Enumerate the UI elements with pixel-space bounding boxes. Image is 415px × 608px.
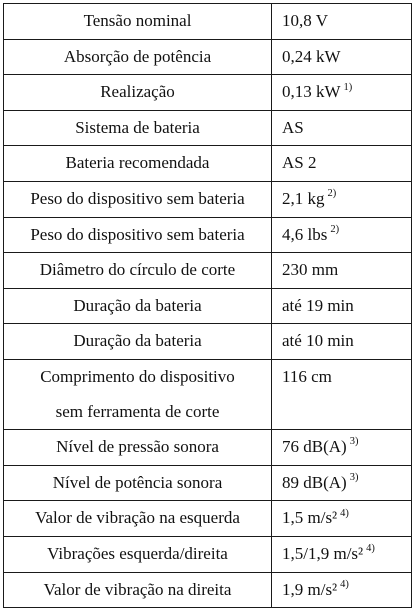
row-label: Nível de potência sonora bbox=[4, 465, 272, 501]
value-text: 0,24 kW bbox=[282, 46, 341, 66]
row-value bbox=[272, 75, 412, 111]
table-row bbox=[4, 146, 412, 182]
table-row bbox=[4, 181, 412, 217]
row-value bbox=[272, 430, 412, 466]
value-text: 2,1 kg bbox=[282, 188, 325, 208]
table-row bbox=[4, 572, 412, 608]
table-row bbox=[4, 501, 412, 537]
table-row bbox=[4, 4, 412, 40]
row-label: Diâmetro do círculo de corte bbox=[4, 253, 272, 289]
row-label: Bateria recomendada bbox=[4, 146, 272, 182]
value-text: 116 cm bbox=[282, 366, 332, 386]
table-row bbox=[4, 288, 412, 324]
value-text: 76 dB(A) bbox=[282, 437, 347, 457]
row-value bbox=[272, 4, 412, 40]
footnote-marker: 2) bbox=[327, 188, 337, 200]
row-value bbox=[272, 288, 412, 324]
row-label: Valor de vibração na esquerda bbox=[4, 501, 272, 537]
row-label: Duração da bateria bbox=[4, 288, 272, 324]
value-text: 230 mm bbox=[282, 260, 339, 280]
footnote-marker: 4) bbox=[340, 507, 349, 519]
row-label: Nível de pressão sonora bbox=[4, 430, 272, 466]
row-value bbox=[272, 536, 412, 572]
row-value bbox=[272, 253, 412, 289]
footnote-marker: 3) bbox=[349, 472, 359, 484]
value-text: 89 dB(A) bbox=[282, 472, 347, 492]
row-label: Peso do dispositivo sem bateria bbox=[4, 181, 272, 217]
row-label-line-1: Comprimento do dispositivo bbox=[40, 366, 235, 386]
table-row bbox=[4, 217, 412, 253]
row-value bbox=[272, 324, 412, 360]
row-label: Duração da bateria bbox=[4, 324, 272, 360]
row-label: Peso do dispositivo sem bateria bbox=[4, 217, 272, 253]
row-value bbox=[272, 110, 412, 146]
table-row bbox=[4, 253, 412, 289]
table-row bbox=[4, 110, 412, 146]
value-text: 1,5 m/s² bbox=[282, 508, 338, 528]
row-label: Sistema de bateria bbox=[4, 110, 272, 146]
row-label: Tensão nominal bbox=[4, 4, 272, 40]
table-row bbox=[4, 430, 412, 466]
row-label: Valor de vibração na direita bbox=[4, 572, 272, 608]
value-text: até 19 min bbox=[282, 295, 354, 315]
table-row bbox=[4, 324, 412, 360]
row-value bbox=[272, 181, 412, 217]
row-value bbox=[272, 359, 412, 429]
row-label: Vibrações esquerda/direita bbox=[4, 536, 272, 572]
table-row bbox=[4, 536, 412, 572]
footnote-marker: 1) bbox=[343, 81, 353, 93]
row-label-line-2: sem ferramenta de corte bbox=[55, 401, 220, 421]
value-text: 1,5/1,9 m/s² bbox=[282, 543, 364, 563]
row-label bbox=[4, 359, 272, 429]
footnote-marker: 3) bbox=[349, 436, 359, 448]
row-value bbox=[272, 217, 412, 253]
row-value bbox=[272, 39, 412, 75]
value-text: até 10 min bbox=[282, 331, 354, 351]
row-label: Realização bbox=[4, 75, 272, 111]
table-row bbox=[4, 39, 412, 75]
table-row bbox=[4, 75, 412, 111]
row-value bbox=[272, 572, 412, 608]
row-value bbox=[272, 465, 412, 501]
row-value bbox=[272, 146, 412, 182]
footnote-marker: 4) bbox=[366, 543, 375, 555]
table-row bbox=[4, 465, 412, 501]
row-value bbox=[272, 501, 412, 537]
spec-table bbox=[3, 3, 412, 608]
value-text: 0,13 kW bbox=[282, 82, 341, 102]
value-text: 10,8 V bbox=[282, 11, 328, 30]
value-text: 4,6 lbs bbox=[282, 224, 328, 244]
value-text: 1,9 m/s² bbox=[282, 579, 338, 599]
footnote-marker: 2) bbox=[330, 223, 340, 235]
row-label: Absorção de potência bbox=[4, 39, 272, 75]
value-text: AS 2 bbox=[282, 153, 317, 173]
table-row bbox=[4, 359, 412, 429]
value-text: AS bbox=[282, 117, 304, 137]
footnote-marker: 4) bbox=[340, 578, 349, 590]
